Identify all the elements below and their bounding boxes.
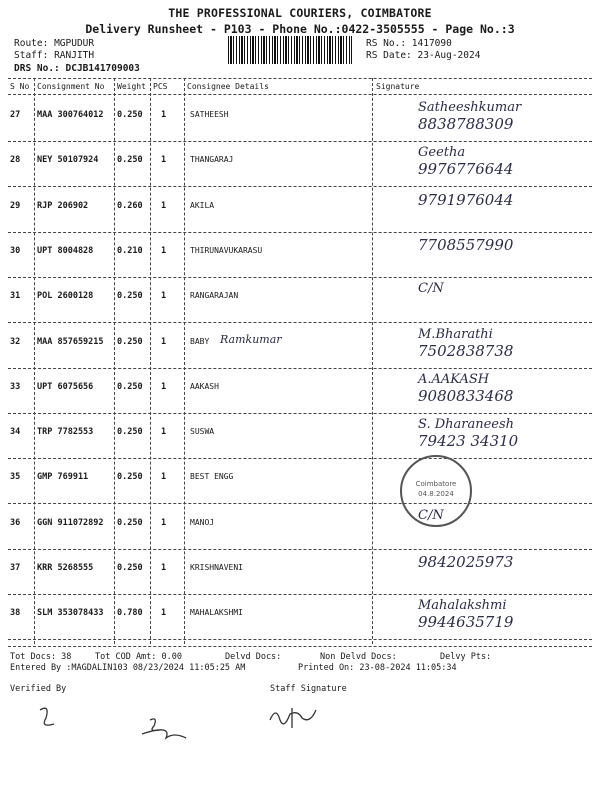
table-row (8, 596, 592, 641)
row-sno: 36 (10, 518, 21, 528)
consignee-handwritten-note: Ramkumar (220, 333, 282, 346)
row-consignment-no: TRP 7782553 (37, 427, 94, 437)
row-sno: 37 (10, 563, 21, 573)
verified-by-label: Verified By (10, 684, 67, 694)
staff-line: Staff: RANJITH (14, 50, 95, 61)
delivery-stamp: Coimbatore 04.8.2024 (400, 455, 472, 527)
non-delivered-docs: Non Delvd Docs: (320, 652, 397, 662)
row-divider (8, 232, 592, 233)
row-pcs: 1 (161, 518, 167, 528)
row-sno: 30 (10, 246, 21, 256)
receiver-phone: 79423 34310 (418, 432, 519, 450)
route-value: MGPUDUR (54, 38, 95, 49)
row-sno: 33 (10, 382, 21, 392)
receiver-phone: 9080833468 (418, 387, 514, 405)
row-weight: 0.250 (117, 337, 143, 347)
row-weight: 0.250 (117, 382, 143, 392)
company-title: THE PROFESSIONAL COURIERS, COIMBATORE (168, 6, 432, 20)
row-divider (8, 277, 592, 278)
row-consignee-name: KRISHNAVENI (190, 563, 243, 572)
row-consignment-no: RJP 206902 (37, 201, 89, 211)
signature-text: Satheeshkumar (418, 100, 522, 115)
signature-text: M.Bharathi (418, 327, 493, 342)
row-divider (8, 639, 592, 640)
row-consignee-name: AAKASH (190, 382, 219, 391)
table-row (8, 325, 592, 370)
row-consignment-no: SLM 353078433 (37, 608, 104, 618)
row-sno: 35 (10, 472, 21, 482)
signature-cell (418, 417, 518, 450)
row-divider (8, 368, 592, 369)
table-row (8, 234, 592, 279)
signature-cell (418, 236, 513, 254)
row-sno: 38 (10, 608, 21, 618)
row-divider (8, 186, 592, 187)
signature-cell (418, 100, 521, 133)
row-pcs: 1 (161, 155, 167, 165)
row-consignee-name: MANOJ (190, 518, 215, 527)
row-consignment-no: UPT 8004828 (37, 246, 94, 256)
row-consignment-no: NEY 50107924 (37, 155, 99, 165)
table-row (8, 551, 592, 596)
row-weight: 0.250 (117, 110, 143, 120)
verified-signature-mark (40, 708, 54, 725)
rs-date-value: 23-Aug-2024 (417, 50, 481, 61)
row-consignment-no: MAA 300764012 (37, 110, 104, 120)
signature-cell (418, 281, 444, 296)
row-pcs: 1 (161, 427, 167, 437)
receiver-phone: 9791976044 (418, 191, 514, 209)
row-sno: 32 (10, 337, 21, 347)
row-consignee-name: AKILA (190, 201, 215, 210)
row-consignee-name: BEST ENGG (190, 472, 234, 481)
row-weight: 0.210 (117, 246, 143, 256)
verified-signature-mark-2 (142, 719, 186, 738)
row-consignment-no: MAA 857659215 (37, 337, 104, 347)
signature-text: A.AAKASH (418, 372, 490, 387)
row-consignee-name: SATHEESH (190, 110, 229, 119)
receiver-phone: 9842025973 (418, 553, 514, 571)
col-header-consignment: Consignment No (37, 82, 105, 91)
row-pcs: 1 (161, 201, 167, 211)
row-pcs: 1 (161, 291, 167, 301)
row-divider (8, 141, 592, 142)
row-pcs: 1 (161, 246, 167, 256)
row-divider (8, 549, 592, 550)
runsheet-subtitle: Delivery Runsheet - P103 - Phone No.:0422-3505555 - Page No.:3 (85, 22, 515, 36)
rs-no-line: RS No.: 1417090 (366, 38, 452, 49)
row-weight: 0.250 (117, 155, 143, 165)
table-row (8, 460, 592, 505)
row-pcs: 1 (161, 563, 167, 573)
row-consignment-no: POL 2600128 (37, 291, 94, 301)
total-docs: Tot Docs: 38 (10, 652, 72, 662)
signature-cell (418, 372, 513, 405)
delivered-docs: Delvd Docs: (225, 652, 282, 662)
receiver-phone: 8838788309 (418, 115, 514, 133)
row-consignment-no: UPT 6075656 (37, 382, 94, 392)
col-header-sno: S No (10, 82, 30, 91)
row-sno: 31 (10, 291, 21, 301)
footer-handwritten-signatures (30, 700, 360, 750)
staff-value: RANJITH (54, 50, 95, 61)
row-divider (8, 413, 592, 414)
row-weight: 0.250 (117, 291, 143, 301)
row-divider (8, 458, 592, 459)
signature-cell (418, 553, 513, 571)
row-divider (8, 322, 592, 323)
table-row (8, 143, 592, 188)
receiver-phone: 9976776644 (418, 160, 514, 178)
signature-text: C/N (418, 508, 444, 523)
signature-cell (418, 598, 513, 631)
table-row (8, 279, 592, 324)
rs-date-line: RS Date: 23-Aug-2024 (366, 50, 481, 61)
signature-cell (418, 145, 513, 178)
row-sno: 28 (10, 155, 21, 165)
receiver-phone: 7708557990 (418, 236, 514, 254)
row-pcs: 1 (161, 382, 167, 392)
table-row (8, 189, 592, 234)
row-sno: 34 (10, 427, 21, 437)
col-header-signature: Signature (376, 82, 420, 91)
row-pcs: 1 (161, 608, 167, 618)
row-divider (8, 503, 592, 504)
row-sno: 27 (10, 110, 21, 120)
signature-text: Geetha (418, 145, 466, 160)
table-header-rule (8, 94, 592, 95)
row-consignee-name: BABY (190, 337, 210, 346)
row-consignee-name: THANGARAJ (190, 155, 234, 164)
row-consignee-name: MAHALAKSHMI (190, 608, 243, 617)
rs-no-value: 1417090 (411, 38, 452, 49)
signature-text: Mahalakshmi (418, 598, 507, 613)
barcode-graphic (228, 36, 352, 64)
table-row (8, 98, 592, 143)
row-consignee-name: THIRUNAVUKARASU (190, 246, 263, 255)
signature-cell (418, 191, 513, 209)
row-weight: 0.250 (117, 518, 143, 528)
row-weight: 0.260 (117, 201, 143, 211)
receiver-phone: 7502838738 (418, 342, 514, 360)
table-row (8, 370, 592, 415)
table-row (8, 506, 592, 551)
col-header-pcs: PCS (153, 82, 168, 91)
row-consignee-name: RANGARAJAN (190, 291, 239, 300)
receiver-phone: 9944635719 (418, 613, 514, 631)
table-top-rule (8, 78, 592, 79)
entered-by: Entered By :MAGDALIN103 08/23/2024 11:05:25 AM (10, 663, 246, 673)
footer-rule (8, 646, 592, 647)
col-header-consignee: Consignee Details (187, 82, 269, 91)
row-divider (8, 594, 592, 595)
row-weight: 0.250 (117, 472, 143, 482)
delivery-points: Delvy Pts: (440, 652, 492, 662)
staff-signature-label: Staff Signature (270, 684, 347, 694)
row-weight: 0.250 (117, 563, 143, 573)
total-cod-amount: Tot COD Amt: 0.00 (95, 652, 182, 662)
signature-text: S. Dharaneesh (418, 417, 515, 432)
row-consignment-no: GMP 769911 (37, 472, 89, 482)
signature-cell (418, 327, 513, 360)
printed-on: Printed On: 23-08-2024 11:05:34 (298, 663, 457, 673)
drs-line: DRS No.: DCJB141709003 (14, 63, 140, 74)
signature-text: C/N (418, 281, 444, 296)
drs-value: DCJB141709003 (65, 63, 140, 74)
route-line: Route: MGPUDUR (14, 38, 95, 49)
row-pcs: 1 (161, 110, 167, 120)
table-row (8, 415, 592, 460)
row-consignment-no: GGN 911072892 (37, 518, 104, 528)
row-weight: 0.780 (117, 608, 143, 618)
row-sno: 29 (10, 201, 21, 211)
row-consignee-name: SUSWA (190, 427, 215, 436)
row-consignment-no: KRR 5268555 (37, 563, 94, 573)
row-pcs: 1 (161, 472, 167, 482)
row-pcs: 1 (161, 337, 167, 347)
col-header-weight: Weight (117, 82, 146, 91)
staff-signature-mark (270, 708, 316, 728)
row-weight: 0.250 (117, 427, 143, 437)
